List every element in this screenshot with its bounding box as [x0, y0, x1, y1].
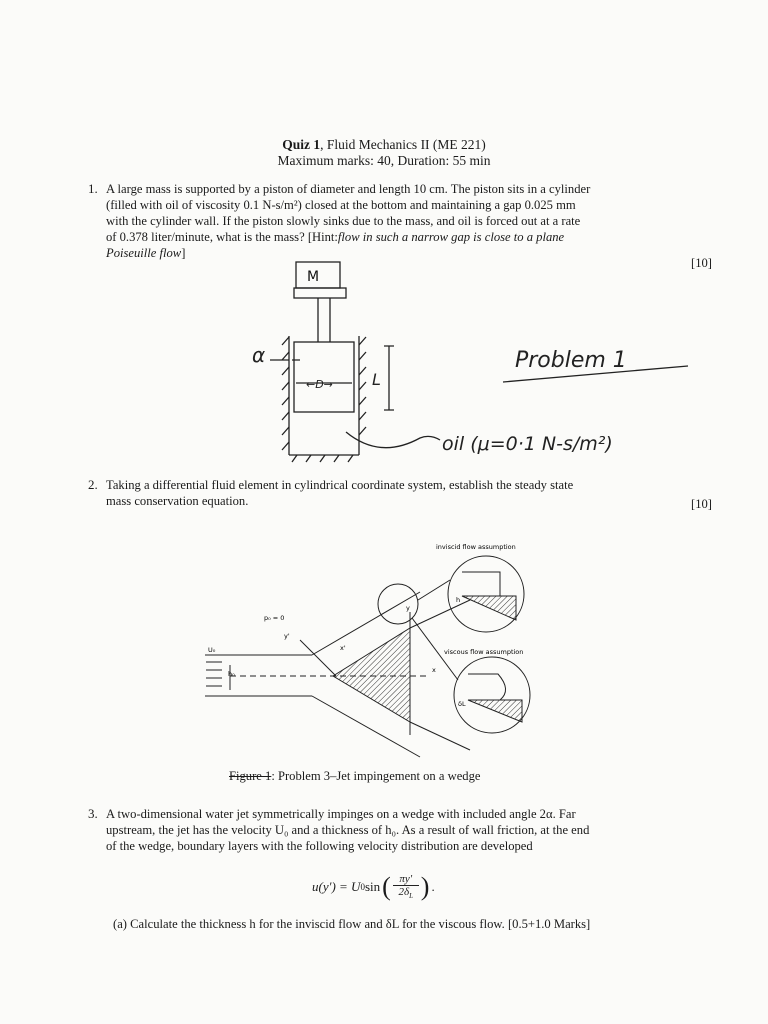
- figure-caption: [229, 769, 480, 784]
- q1-line1: A large mass is supported by a piston of diameter and length 10 cm. The piston sits in a cylinder: [106, 182, 591, 196]
- q1-line5-italic: Poiseuille flow: [106, 246, 182, 260]
- velocity-equation: u(y′) = U 0 sin ( πy′ $2\delta_L$ ) .: [312, 872, 435, 901]
- eq-den: 2δ: [398, 886, 410, 899]
- problem-label: Problem 1: [515, 348, 627, 373]
- viscous-circle: [454, 657, 530, 733]
- title-rest: , Fluid Mechanics II (ME 221): [320, 137, 486, 152]
- d-label: ←D→: [306, 378, 333, 391]
- delta-label: δL: [458, 700, 466, 708]
- wedge-body: [333, 628, 410, 722]
- q2-line2: mass conservation equation.: [106, 494, 249, 508]
- q1-line4-text: of 0.378 liter/minute, what is the mass? [Hint:: [106, 230, 338, 244]
- q1-line5-end: ]: [181, 246, 186, 260]
- inviscid-label: inviscid flow assumption: [436, 543, 516, 551]
- x-label: x: [432, 666, 436, 674]
- eq-sin: sin: [364, 879, 381, 894]
- q3-line1: A two-dimensional water jet symmetrically impinges on a wedge with included angle 2α. Far: [106, 807, 576, 821]
- title-bold: Quiz 1: [282, 137, 321, 152]
- eq-den-sub: L: [409, 892, 414, 901]
- eq-num: πy′: [399, 873, 413, 886]
- h0-label: h₀: [228, 670, 235, 678]
- q1-number: 1.: [88, 181, 98, 196]
- eq-sub0: 0: [360, 882, 365, 892]
- caption-struck: Figure 1: [229, 769, 272, 783]
- xprime-label: x': [340, 644, 346, 652]
- q3-line2: upstream, the jet has the velocity U₀ and a thickness of h₀. As a result of wall friction, at the end: [106, 823, 590, 837]
- q1-line2: (filled with oil of viscosity 0.1 N-s/m²) closed at the bottom and maintaining a gap 0.025 mm: [106, 198, 576, 212]
- oil-label: oil (μ=0·1 N-s/m²): [442, 433, 613, 455]
- caption-text: : Problem 3–Jet impingement on a wedge: [271, 769, 481, 783]
- q1-marks: [10]: [691, 256, 712, 270]
- l-label: L: [372, 370, 381, 389]
- q3-text: [106, 806, 666, 854]
- eq-fraction: [393, 873, 419, 900]
- h-label: h: [456, 596, 461, 604]
- quiz-subtitle: Maximum marks: 40, Duration: 55 min: [277, 153, 491, 168]
- inviscid-circle: [448, 556, 524, 632]
- q2-marks: [10]: [691, 497, 712, 511]
- y-label: y: [406, 604, 410, 612]
- q2-line1: Taking a differential fluid element in cylindrical coordinate system, establish the steady state: [106, 478, 574, 492]
- q1-line3: with the cylinder wall. If the piston slowly sinks due to the mass, and oil is forced out at a rate: [106, 214, 581, 228]
- q1-hint: flow in such a narrow gap is close to a plane: [337, 230, 565, 244]
- viscous-label: viscous flow assumption: [444, 648, 524, 656]
- q3-part-a: (a) Calculate the thickness h for the inviscid flow and δL for the viscous flow. [0.5+1.0 Marks]: [113, 917, 591, 931]
- eq-end: .: [431, 879, 435, 894]
- q3-number: 3.: [88, 806, 98, 821]
- yprime-label: y': [284, 632, 290, 640]
- q2-number: 2.: [88, 477, 98, 492]
- p0-label: p₀ = 0: [264, 614, 285, 622]
- alpha-label: α: [252, 343, 266, 367]
- eq-lhs: u(y′) = U: [312, 879, 361, 894]
- u0-label: U₀: [208, 646, 216, 654]
- q3-line3: of the wedge, boundary layers with the following velocity distribution are developed: [106, 839, 533, 853]
- mass-label: M: [307, 269, 320, 285]
